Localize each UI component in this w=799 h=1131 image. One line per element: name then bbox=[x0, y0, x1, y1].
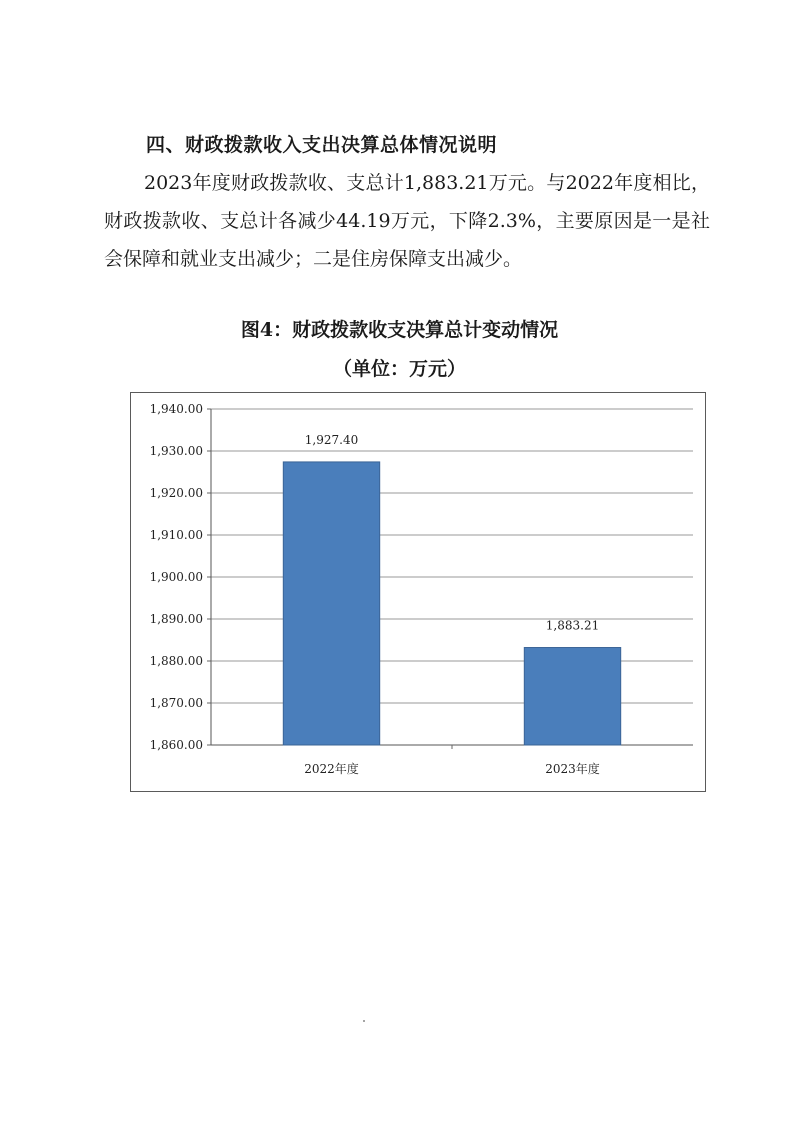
section-heading: 四、财政拨款收入支出决算总体情况说明 bbox=[146, 134, 498, 156]
ytick-label: 1,940.00 bbox=[149, 402, 203, 416]
ytick-label: 1,920.00 bbox=[149, 486, 203, 500]
figure-unit: （单位：万元） bbox=[332, 358, 466, 380]
ytick-label: 1,930.00 bbox=[149, 444, 203, 458]
scan-dot bbox=[363, 1020, 365, 1022]
bar-1 bbox=[283, 462, 379, 745]
ytick-label: 1,900.00 bbox=[149, 570, 203, 584]
ytick-label: 1,880.00 bbox=[149, 654, 203, 668]
xtick-label: 2023年度 bbox=[545, 762, 600, 776]
ytick-label: 1,890.00 bbox=[149, 612, 203, 626]
ytick-label: 1,910.00 bbox=[149, 528, 203, 542]
ytick-label: 1,860.00 bbox=[149, 738, 203, 752]
bar-2 bbox=[524, 648, 620, 745]
figure-title: 图4：财政拨款收支决算总计变动情况 bbox=[240, 319, 559, 341]
chart-frame bbox=[130, 392, 706, 792]
data-label: 1,927.40 bbox=[304, 432, 359, 447]
body-paragraph: 2023年度财政拨款收、支总计1,883.21万元。与2022年度相比，财政拨款收、支总计各减少44.19万元，下降2.3%，主要原因是一是社会保障和就业支出减少；二是住房保障支出减少。 bbox=[104, 172, 710, 270]
data-label: 1,883.21 bbox=[545, 618, 600, 633]
bar-chart bbox=[131, 393, 707, 793]
ytick-label: 1,870.00 bbox=[149, 696, 203, 710]
xtick-label: 2022年度 bbox=[304, 762, 359, 776]
